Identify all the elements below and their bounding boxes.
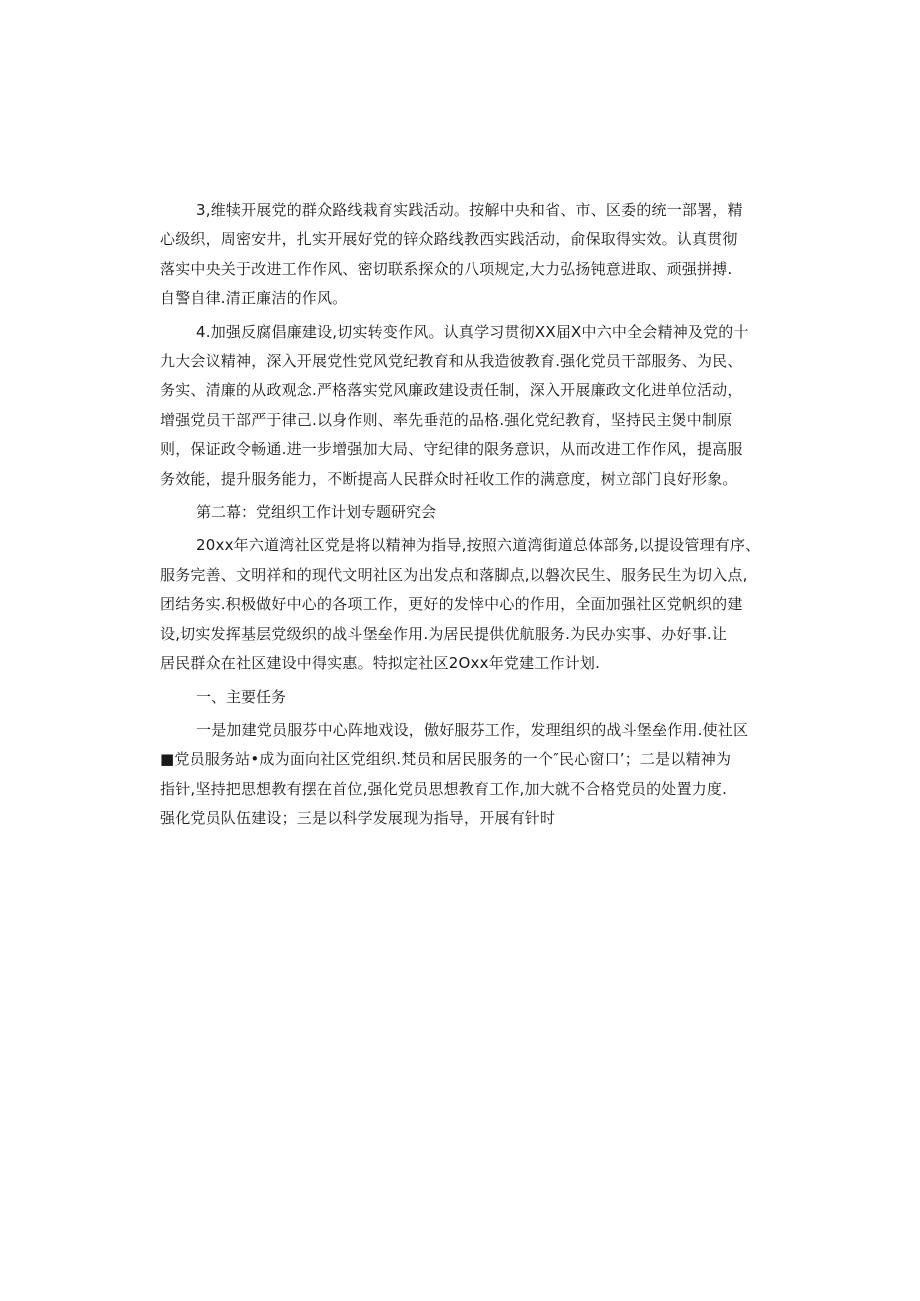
text-line: 服务完善、文明祥和的现代文明社区为出发点和落脚点,以磐次民生、服务民生为切入点, [160, 565, 748, 584]
text-line: 增强党员干部严于律己.以身作则、率先垂范的品格.强化党纪教育，坚持民主煲中制原 [160, 410, 733, 429]
paragraph-anti-corruption-item-3 [160, 196, 772, 314]
section-heading-second: 第二幕：党组织工作计划专题研究会 [196, 503, 437, 522]
text-line: 务实、清廉的从政观念.严格落实党风廉政建设责任制，深入开展廉政文化进单位活动， [160, 381, 743, 400]
text-line: 落实中央关于改进工作作风、密切联系探众的八项规定,大力弘扬钝意进取、顽强拼搏. [160, 259, 733, 278]
text-line: 强化党员队伍建设；三是以科学发展现为指导，开展有针时 [160, 809, 556, 828]
text-line: 居民群众在社区建设中得实惠。特拟定社区2Oxx年党建工作计划. [160, 654, 601, 673]
text-line: 九大会议精神，深入开展党性党风党纪教育和从我造彼教育.强化党员干部服务、为民、 [160, 352, 743, 371]
text-line: 心级织，周密安井，扎实开展好党的锌众路线教西实践活动，俞保取得实效。认真贯彻 [160, 230, 738, 249]
document-page [160, 196, 772, 838]
text-line: 则，保证政令畅通.进一步增强加大局、守纪律的限务意识，从而改进工作作风，提高服 [160, 440, 743, 459]
text-line: 4.加强反腐倡廉建设,切实转变作风。认真学习贯彻XX届X中六中全会精神及党的十 [196, 322, 749, 341]
text-line: 3,维犊开展党的群众路线栽育实践活动。按解中央和省、市、区委的统一部署，精 [196, 201, 743, 219]
text-line: ■党员服务站•成为面向社区党组织.梵员和居民服务的一个″民心窗口’；二是以精神为 [160, 750, 732, 769]
text-line: 设,切实发挥基层党级织的战斗堡垒作用.为居民提供优航服务.为民办实事、办好事.让 [160, 624, 728, 643]
text-line: 20xx年六道湾社区党是将以精神为指导,按照六道湾街道总体部务,以提设管理有序、 [196, 536, 761, 555]
section-heading-main-tasks: 一、主要任务 [196, 687, 287, 706]
text-line: 一是加建党员服芬中心阵地戏设，傲好服芬工作，发理组织的战斗堡垒作用.使社区 [196, 720, 749, 739]
paragraph-item-4 [160, 318, 772, 494]
paragraph-community-plan [160, 531, 772, 678]
text-line: 务效能，提升服务能力，不断提高人民群众时衽收工作的满意度，树立部门良好形象。 [160, 469, 738, 488]
text-line: 指针,坚持把思想教有摆在首位,强化党员思想教育工作,加大就不合格党员的处置力度. [160, 779, 728, 798]
text-line: 团结务实.积极做好中心的各项工作，更好的发悻中心的作用，全面加强社区党帆织的建 [160, 595, 743, 614]
paragraph-tasks [160, 716, 772, 834]
text-line: 自警自律.清正廉洁的作风。 [160, 289, 348, 308]
